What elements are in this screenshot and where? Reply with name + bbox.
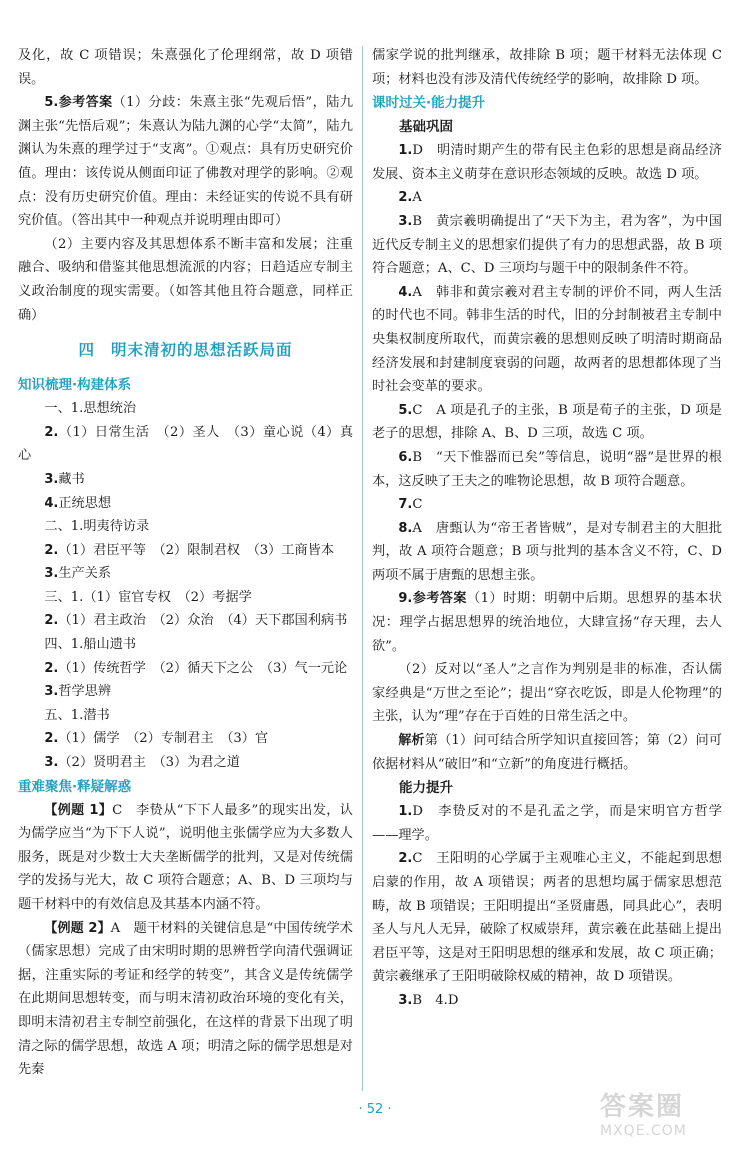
answer-text: 一、1.思想统治 (44, 401, 137, 417)
answer-text: （2）主要内容及其思想体系不断丰富和发展；注重融合、吸纳和借鉴其他思想流派的内容；日趋适应专制主义政治制度的现实需要。（如答其他且符合题意，同样正确） (18, 236, 353, 323)
answer-paragraph (18, 91, 353, 233)
answer-text: （1）君臣平等 （2）限制君权 （3）工商皆本 (58, 542, 335, 558)
answer-text: A 韩非和黄宗羲对君主专制的评价不同，两人生活的时代也不同。韩非生活的时代，旧的分封制被君主专制中央集权制度所取代，而黄宗羲的思想则反映了明清时期商品经济发展和封建制度衰弱的问题，故两者的思想都体现了当时社会变革的要求。 (372, 284, 722, 395)
answer-text: C A 项是孔子的主张，B 项是荀子的主张，D 项是老子的思想，排除 A、B、D 三项，故选 C 项。 (372, 402, 722, 442)
section-heading: 知识梳理·构建体系 (18, 377, 132, 394)
answer-number: 4. (398, 284, 413, 300)
answer-paragraph (372, 139, 722, 186)
answer-paragraph (18, 233, 353, 327)
answer-text: 及化，故 C 项错误；朱熹强化了伦理纲常，故 D 项错误。 (18, 48, 353, 87)
answer-paragraph (18, 917, 353, 1082)
answer-text: 五、1.潜书 (44, 707, 110, 723)
answer-number: 3. (44, 471, 59, 487)
watermark-url: MXQE.COM (600, 1123, 687, 1139)
answer-paragraph (372, 989, 722, 1013)
answer-paragraph (372, 493, 722, 517)
answer-text: 三、1.（1）宦官专权 （2）考据学 (44, 589, 252, 605)
answer-paragraph (18, 704, 353, 728)
answer-paragraph (18, 468, 353, 492)
answer-paragraph (18, 421, 353, 468)
answer-number: 2. (44, 660, 59, 676)
answer-paragraph (372, 446, 722, 493)
answer-paragraph (18, 492, 353, 516)
answer-number: 【例题 1】 (44, 802, 113, 818)
answer-text: 二、1.明夷待访录 (44, 519, 150, 535)
answer-text: （1）传统哲学 （2）循天下之公 （3）气一元论 (58, 660, 348, 676)
answer-paragraph (18, 799, 353, 917)
answer-number: 7. (398, 497, 413, 513)
answer-text: B 4.D (412, 992, 459, 1008)
answer-text: （1）君主政治 （2）众治 （4）天下郡国利病书 (58, 613, 348, 629)
answer-paragraph (18, 751, 353, 775)
answer-text: 哲学思辨 (58, 684, 112, 700)
answer-text: 生产关系 (58, 566, 112, 582)
left-column (18, 44, 353, 1082)
answer-paragraph (18, 515, 353, 539)
answer-text: （1）时期：明朝中后期。思想界的基本状况：理学占据思想界的统治地位，大肆宣扬“存天理，去人欲”。 (372, 591, 722, 654)
page-number: · 52 · (358, 1102, 392, 1117)
answer-text: D 李贽反对的不是孔孟之学，而是宋明官方哲学——理学。 (372, 804, 722, 843)
section-heading: 课时过关·能力提升 (372, 95, 486, 112)
chapter-heading (18, 335, 353, 365)
right-column (372, 44, 722, 1013)
answer-paragraph (372, 658, 722, 729)
answer-paragraph (18, 633, 353, 657)
answer-number: 2. (44, 731, 59, 747)
answer-paragraph (372, 587, 722, 658)
answer-text: 四、1.船山遗书 (44, 637, 137, 653)
answer-number: 5. (398, 402, 413, 418)
answer-paragraph (372, 729, 722, 776)
answer-number: 【例题 2】 (44, 920, 111, 936)
answer-number: 3. (398, 992, 413, 1008)
answer-paragraph (372, 800, 722, 847)
answer-text: 第（1）问可结合所学知识直接回答；第（2）问可依据材料从“破旧”和“立新”的角度进行概括。 (372, 733, 722, 772)
answer-paragraph (372, 44, 722, 91)
answer-paragraph (18, 680, 353, 704)
answer-text: （1）儒学 （2）专制君主 （3）官 (58, 731, 269, 747)
answer-text: （1）日常生活 （2）圣人 （3）童心说（4）真心 (18, 424, 353, 464)
answer-text: （2）反对以“圣人”之言作为判别是非的标准，否认儒家经典是“万世之至论”；提出“穿衣吃饭，即是人伦物理”的主张，认为“理”存在于百姓的日常生活之中。 (372, 662, 722, 725)
answer-text: B “天下惟器而已矣”等信息，说明“器”是世界的根本，这反映了王夫之的唯物论思想，故 B 项符合题意。 (372, 449, 722, 489)
answer-number: 2. (398, 190, 413, 206)
answer-number: 2. (398, 851, 413, 867)
chapter-title: 明末清初的思想活跃局面 (111, 341, 293, 360)
answer-number: 1. (398, 804, 413, 820)
answer-paragraph (372, 517, 722, 588)
answer-text: C 李贽从“下下人最多”的现实出发，认为儒学应当“为下下人说”，说明他主张儒学应为大多数人服务，既是对少数士大夫垄断儒学的批判，又是对传统儒学的发扬与光大，故 C 项符合题意；A、B、D 三项均与题干材料中的有效信息及其基本内涵不符。 (18, 802, 353, 912)
answer-text: B 黄宗羲明确提出了“天下为主，君为客”，为中国近代反专制主义的思想家们提供了有力的思想武器，故 B 项符合题意；A、C、D 三项均与题干中的限制条件不符。 (372, 213, 722, 277)
watermark-title: 答案圈 (600, 1092, 685, 1122)
subsection-heading: 基础巩固 (399, 119, 453, 136)
answer-paragraph (372, 210, 722, 281)
answer-paragraph (18, 657, 353, 681)
answer-number: 2. (44, 542, 59, 558)
answer-number: 6. (398, 449, 413, 465)
answer-number: 2. (44, 613, 59, 629)
answer-text: 藏书 (58, 471, 85, 487)
answer-paragraph (18, 44, 353, 91)
answer-paragraph (18, 586, 353, 610)
section-heading: 重难聚焦·释疑解惑 (18, 778, 132, 795)
answer-number: 2. (44, 424, 59, 440)
answer-text: （2）贤明君主 （3）为君之道 (58, 755, 240, 771)
answer-number: 1. (398, 143, 413, 159)
answer-number: 解析 (398, 733, 425, 749)
answer-text: （1）分歧：朱熹主张“先观后悟”，陆九渊主张“先悟后观”；朱熹认为陆九渊的心学“太简”，陆九渊认为朱熹的理学过于“支离”。①观点：具有历史研究价值。理由：该传说从侧面印证了佛教对理学的影响。②观点：没有历史研究价值。理由：未经证实的传说不具有研究价值。（答出其中一种观点并说明理由即可） (18, 95, 354, 229)
answer-number: 9.参考答案 (398, 591, 467, 607)
answer-text: D 明清时期产生的带有民主色彩的思想是商品经济发展、资本主义萌芽在意识形态领域的反映。故选 D 项。 (372, 143, 722, 182)
answer-paragraph (372, 186, 722, 210)
answer-text: A 题干材料的关键信息是“中国传统学术（儒家思想）完成了由宋明时期的思辨哲学向清代强调证据，注重实际的考证和经学的转变”，其含义是传统儒学在此期间思想转变，而与明末清初政治环境的变化有关，即明末清初君主专制空前强化，在这样的背景下出现了明清之际的儒学思想，故选 A 项；明清之际的儒学思想是对先秦 (18, 920, 353, 1078)
answer-text: C (412, 497, 423, 513)
answer-paragraph (18, 397, 353, 421)
watermark-logo (600, 1086, 738, 1146)
column-divider (362, 46, 363, 1091)
subsection-heading: 能力提升 (399, 780, 453, 797)
answer-paragraph (18, 727, 353, 751)
answer-text: A 唐甄认为“帝王者皆贼”，是对专制君主的大胆批判，故 A 项符合题意；B 项与批判的基本含义不符，C、D 两项不属于唐甄的思想主张。 (372, 520, 722, 583)
answer-paragraph (18, 562, 353, 586)
answer-number: 4. (44, 495, 59, 511)
answer-paragraph (18, 609, 353, 633)
answer-text: 正统思想 (58, 495, 112, 511)
answer-text: 儒家学说的批判继承，故排除 B 项；题干材料无法体现 C 项；材料也没有涉及清代传统经学的影响，故排除 D 项。 (372, 48, 722, 87)
answer-paragraph (372, 281, 722, 399)
answer-number: 5.参考答案 (44, 95, 113, 111)
answer-number: 8. (398, 520, 413, 536)
answer-number: 3. (398, 213, 413, 229)
answer-number: 3. (44, 684, 59, 700)
answer-paragraph (372, 847, 722, 989)
answer-number: 3. (44, 566, 59, 582)
chapter-number: 四 (78, 341, 95, 360)
answer-number: 3. (44, 755, 59, 771)
answer-paragraph (18, 539, 353, 563)
answer-text: C 王阳明的心学属于主观唯心主义，不能起到思想启蒙的作用，故 A 项错误；两者的思想均属于儒家思想范畴，故 B 项错误；王阳明提出“圣贤庸愚，同具此心”，表明圣人与凡人无异，破除了权威崇拜，黄宗羲在此基础上提出君臣平等，这是对王阳明思想的继承和发展，故 C 项正确；黄宗羲继承了王阳明破除权威的精神，故 D 项错误。 (372, 851, 722, 985)
answer-paragraph (372, 399, 722, 446)
answer-text: A (412, 190, 422, 206)
